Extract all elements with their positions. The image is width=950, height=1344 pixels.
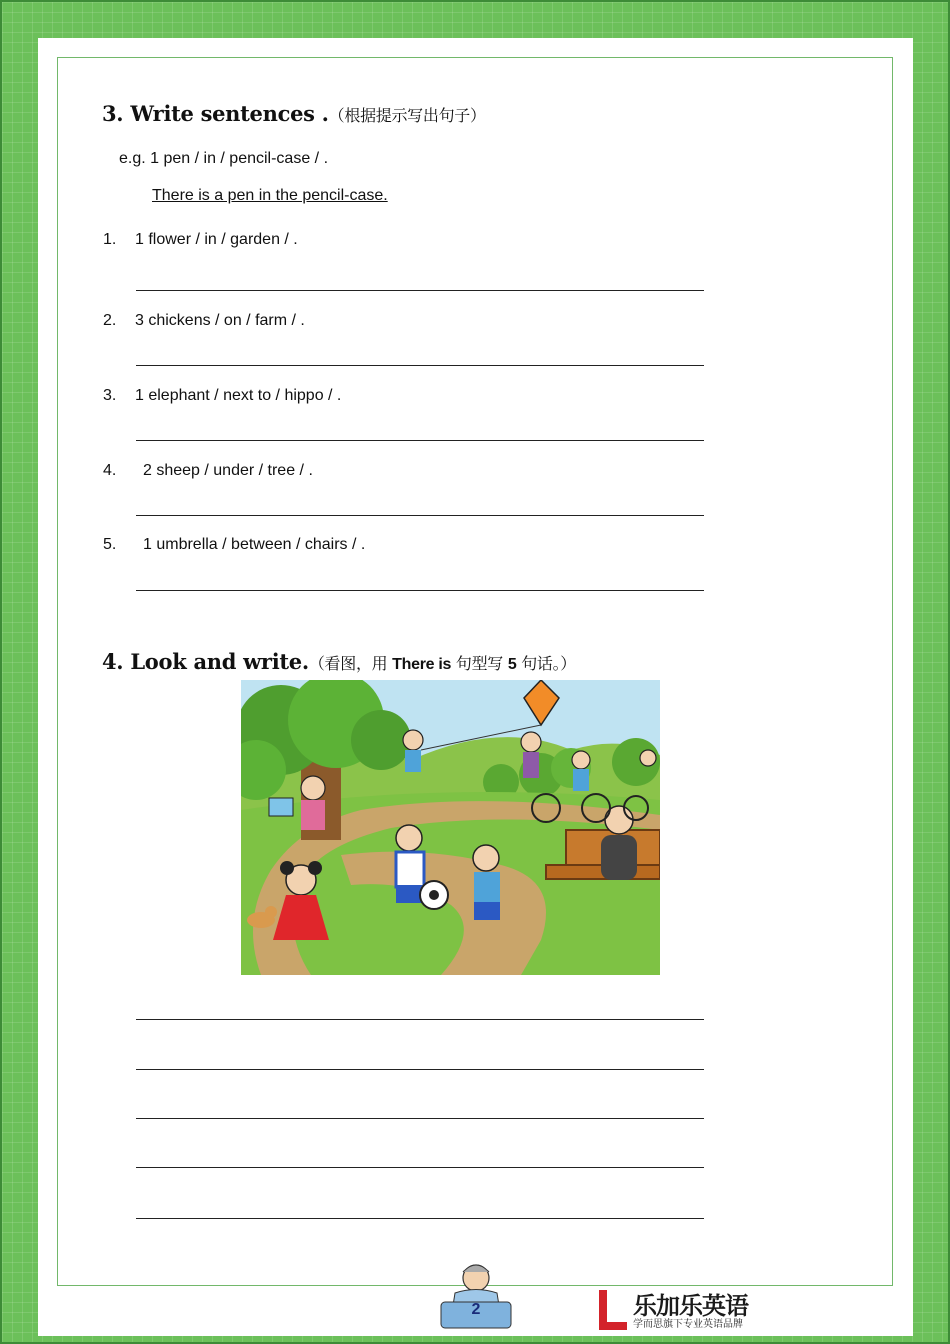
kid-head (403, 730, 423, 750)
item-prompt-2: 3 chickens / on / farm / . (135, 312, 305, 329)
item-number-3: 3. (103, 387, 117, 404)
section-4-number: 4. (102, 649, 124, 674)
player-head (396, 825, 422, 851)
ball-patch (429, 890, 439, 900)
section-3-note: （根据提示写出句子） (328, 106, 486, 125)
kid-body (523, 752, 539, 778)
girl-hair-bun (308, 861, 322, 875)
note-mid: 句型写 (451, 654, 508, 673)
answer-line-5[interactable] (136, 590, 704, 591)
cyclist-head (572, 751, 590, 769)
scene-answer-line-1[interactable] (136, 1019, 704, 1020)
item-prompt-5: 1 umbrella / between / chairs / . (143, 536, 366, 553)
player-head (473, 845, 499, 871)
reader-body (301, 800, 325, 830)
item-prompt-4: 2 sheep / under / tree / . (143, 462, 313, 479)
tree-foliage (351, 710, 411, 770)
dog-head (265, 906, 277, 918)
park-scene-illustration (241, 680, 660, 975)
mascot-icon (435, 1258, 517, 1330)
answer-line-3[interactable] (136, 440, 704, 441)
note-pattern: There is (392, 656, 452, 673)
item-number-1: 1. (103, 231, 117, 248)
answer-line-4[interactable] (136, 515, 704, 516)
scene-answer-line-3[interactable] (136, 1118, 704, 1119)
cyclist-head (640, 750, 656, 766)
item-prompt-3: 1 elephant / next to / hippo / . (135, 387, 342, 404)
item-number-2: 2. (103, 312, 117, 329)
kid-body (405, 750, 421, 772)
item-number-4: 4. (103, 462, 117, 479)
scene-answer-line-5[interactable] (136, 1218, 704, 1219)
page-number: 2 (471, 1301, 481, 1318)
example-prompt: e.g. 1 pen / in / pencil-case / . (119, 150, 329, 167)
item-number-5: 5. (103, 536, 117, 553)
scene-answer-line-2[interactable] (136, 1069, 704, 1070)
player-shirt (474, 872, 500, 904)
kid-head (521, 732, 541, 752)
example-answer: There is a pen in the pencil-case. (152, 187, 388, 204)
brand-slogan: 学而思旗下专业英语品牌 (633, 1319, 743, 1330)
answer-line-1[interactable] (136, 290, 704, 291)
cyclist-body (573, 769, 589, 791)
note-close: 句话。） (516, 654, 577, 673)
item-prompt-1: 1 flower / in / garden / . (135, 231, 298, 248)
note-open: （看图，用 (308, 654, 393, 673)
park-scene-svg (241, 680, 660, 975)
reader-head (301, 776, 325, 800)
scene-answer-line-4[interactable] (136, 1167, 704, 1168)
grandma-body (601, 835, 637, 880)
section-3-number: 3. (102, 101, 124, 126)
section-4-title: Look and write. (130, 649, 309, 674)
answer-line-2[interactable] (136, 365, 704, 366)
book (269, 798, 293, 816)
section-3-title: Write sentences . (130, 101, 329, 126)
section-3-heading (102, 101, 486, 126)
player-shirt (396, 852, 424, 887)
brand-l-icon (595, 1286, 631, 1332)
brand-name: 乐加乐英语 (633, 1292, 748, 1320)
section-4-note (309, 654, 576, 673)
girl-hair-bun (280, 861, 294, 875)
brand-logo (595, 1286, 770, 1334)
note-count: 5 (507, 656, 517, 673)
player-shorts (474, 902, 500, 920)
section-4-heading (102, 649, 576, 674)
